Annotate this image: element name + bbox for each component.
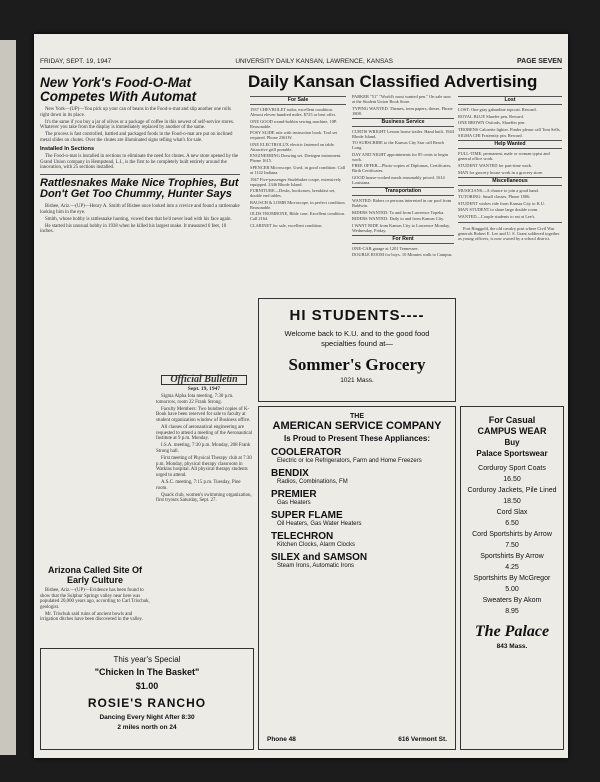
- classified-item: SIGMA CHI Fraternity pin. Reward.: [458, 133, 523, 139]
- story-paragraph: Bisbee, Ariz.—(UP)—Henry A. Smith of Bisbee once looked into a crevice and found a rattlesnake looking him in the eye.: [40, 203, 240, 215]
- classified-item: PARKER "51" "World's most wanted pen." On sale now at the Student Union Book Store.: [352, 94, 452, 104]
- item-price: 7.50: [505, 542, 519, 549]
- appliance-brand: PREMIER: [271, 489, 317, 500]
- classified-item: OLDS TROMBONE, Bible case. Excellent condition. Call 2164.: [250, 211, 346, 222]
- food-o-mat-headline: New York's Food-O-Mat Competes With Automat: [40, 75, 197, 104]
- bulletin-item: Quack club, women's swimming organization, first tryouts Saturday, Sept. 27.: [156, 492, 252, 504]
- classified-item: ONE GOOD round-bobbin sewing machine, 10P. Reasonable.: [250, 118, 337, 129]
- bulletin-item: Sigma Alpha Iota meeting, 7:30 p.m. tomorrow, room 22 Frank Strong.: [156, 394, 234, 405]
- classified-item: GOOD house-cooked meals reasonably priced. 1614 Louisiana.: [352, 174, 445, 185]
- palace-item: [461, 595, 563, 617]
- ad-business-name: AMERICAN SERVICE COMPANY: [272, 420, 442, 432]
- adjacent-page-edge: [0, 40, 16, 755]
- classified-item: STUDENT WANTED for part-time work.: [458, 162, 533, 168]
- item-name: Cord Slax: [496, 509, 528, 516]
- ad-address: 843 Mass.: [496, 643, 528, 650]
- palace-item: [461, 551, 563, 573]
- classified-item: CLARINET for sale, excellent condition.: [250, 222, 323, 228]
- ad-headline: HI STUDENTS----: [289, 307, 425, 324]
- item-price: 18.50: [503, 498, 521, 505]
- classified-item: RIDERS WANTED: To and from Lawrence Topeka.: [352, 209, 445, 215]
- ad-line: Palace Sportswear: [476, 449, 548, 458]
- official-bulletin: [156, 372, 252, 505]
- section-heading: Business Service: [352, 118, 454, 127]
- appliance-brand: SUPER FLAME: [271, 510, 343, 521]
- ad-address: 616 Vermont St.: [398, 736, 447, 743]
- classified-item: 1947 Five-passenger Studebaker coupe, extensively equipped. 2346 Rhode Island.: [250, 176, 342, 187]
- ad-line: This year's Special: [113, 655, 181, 664]
- classified-item: ENGINEERING Drawing set. Dietzgen instrument. Phone 1615.: [250, 153, 342, 164]
- item-name: Corduroy Sport Coats: [478, 465, 546, 472]
- section-heading: Miscellaneous: [458, 177, 562, 186]
- ad-line: Buy: [504, 438, 520, 447]
- story-subhead: Installed In Sections: [40, 145, 95, 152]
- classified-item: DAY AND NIGHT appointments for 85 cents to begin work.: [352, 151, 448, 162]
- appliance-list: [259, 447, 455, 569]
- classified-item: ONE BROWN Oxfords, Shaeffer pen.: [458, 120, 526, 126]
- appliance-desc: Gas Heaters: [277, 500, 311, 506]
- item-name: Corduroy Jackets, Pile Lined: [467, 487, 557, 494]
- appliance-desc: Electric or Ice Refrigerators, Farm and Home Freezers: [277, 458, 422, 464]
- bulletin-date: Sept. 19, 1947: [187, 385, 221, 392]
- arizona-headline: Arizona Called Site Of Early Culture: [47, 565, 143, 585]
- classified-item: MAN STUDENT to share large double room.: [458, 207, 539, 213]
- palace-sportswear-ad: [460, 406, 564, 750]
- palace-item: [461, 463, 563, 485]
- bulletin-item: First meeting of Physical Therapy club at 7:30 p.m. Monday, physical therapy classroom in Watkins hospital. All physical therapy students urged to attend.: [156, 456, 252, 478]
- classified-item: FULL-TIME, permanent, male or woman typist and general office work.: [458, 151, 550, 162]
- item-name: Sweaters By Akom: [482, 597, 542, 604]
- rosies-rancho-ad: [40, 648, 254, 750]
- classified-item: BAUSCH & LOMB Microscope, in perfect condition. Reasonable.: [250, 199, 346, 210]
- classified-item: TO SUBSCRIBE to the Kansas City Star call Beach Long.: [352, 140, 444, 151]
- appliance-brand: TELECHRON: [271, 531, 334, 542]
- bulletin-title: Official Bulletin: [161, 375, 246, 385]
- ad-tagline: Welcome back to K.U. and to the good food specialties found at—: [284, 329, 430, 348]
- section-heading: Lost: [458, 96, 562, 105]
- bulletin-item: I.S.A. meeting, 7:30 p.m. Monday, 208 Frank Strong hall.: [156, 443, 251, 455]
- item-name: Sportshirts By Arrow: [480, 553, 544, 560]
- classified-item: ROYAL BLUE Shaefer pen. Reward.: [458, 113, 524, 119]
- rattlesnake-headline: Rattlesnakes Make Nice Trophies, But Don't Get Too Chummy, Hunter Says: [40, 176, 239, 201]
- palace-item: [461, 573, 563, 595]
- appliance-brand: COOLERATOR: [271, 447, 342, 458]
- sommers-grocery-ad: [258, 298, 456, 402]
- ad-price: $1.00: [135, 681, 159, 691]
- appliance-desc: Radios, Combinations, FM: [277, 479, 348, 485]
- story-paragraph: Mr. Trischuk said ruins of ancient bowls and irrigation ditches have been discovered in the valley.: [40, 611, 143, 623]
- newspaper-page: [34, 34, 568, 758]
- classified-item: FREE OFFER—Photo-copies of Diplomas, Certificates, Birth Certificates.: [352, 163, 452, 174]
- item-price: 8.95: [505, 608, 519, 615]
- classified-item: 1937 CHEVROLET tudor, excellent condition. Almost eleven hundred miles. $725 or best offer.: [250, 107, 336, 117]
- story-paragraph: It's the same if you buy a jar of olives or a package of coffee in this newest of self-service stores. Whatever you take from the display is immediately replaced by another of the same.: [40, 119, 235, 131]
- ad-business-name: Sommer's Grocery: [288, 355, 426, 374]
- ad-line: Dancing Every Night After 8:30: [99, 714, 195, 721]
- ad-line: Is Proud to Present These Appliances:: [284, 434, 430, 443]
- ad-line: "Chicken In The Basket": [94, 667, 200, 677]
- item-price: 6.50: [505, 520, 519, 527]
- divider: [458, 222, 562, 223]
- issue-date: FRIDAY, SEPT. 19, 1947: [40, 58, 112, 65]
- classified-item: ONE-CAR garage at 1201 Tennessee.: [352, 245, 419, 251]
- arizona-story: [40, 564, 150, 625]
- item-price: 4.25: [505, 564, 519, 571]
- section-heading: Help Wanted: [458, 140, 562, 149]
- story-paragraph: Smith, whose hobby is rattlesnake hunting, vowed then that he'd never lead with his face again.: [45, 216, 232, 222]
- story-paragraph: The Food-o-mat is installed in sections to eliminate the need for chutes. A new store opened by the Grand Union company in Hempstead, L.I., is the first to be completely built entirely around the innovation, with 25 sections installed.: [40, 154, 239, 171]
- ad-line: THE: [350, 413, 364, 420]
- ad-line: CAMPUS WEAR: [477, 426, 547, 436]
- story-paragraph: He started his unusual hobby in 1938 when he killed his largest snake. It measured 6 feet, 10 inches.: [40, 223, 227, 235]
- classified-column-3: [458, 94, 562, 399]
- classified-item: LOST: One gray gabardine topcoat. Reward.: [458, 107, 537, 112]
- classified-item: SPENCER Microscope. Used, in good condition. Call at 1142 Indiana.: [250, 164, 346, 175]
- appliance-desc: Steam Irons, Automatic Irons: [277, 563, 355, 569]
- filler-story: Fort Ringgold, the old cavalry post where Civil War generals Robert E. Lee and U. S. Grant soldiered together as young officers, is now owned by a school district.: [458, 225, 560, 241]
- bulletin-item: A.S.C. meeting, 7:15 p.m. Tuesday, Pine room.: [156, 480, 241, 491]
- classified-item: TUTORING: Small classes. Phone 1806.: [458, 194, 531, 200]
- section-heading: For Rent: [352, 235, 454, 244]
- palace-item: [461, 485, 563, 507]
- classified-item: MUSICIANS—A chance to join a good band.: [458, 187, 539, 193]
- classified-item: STUDENT wishes ride from Kansas City to K.U.: [458, 200, 546, 206]
- running-header: [40, 58, 562, 69]
- ad-footer: [267, 736, 447, 743]
- item-price: 5.00: [505, 586, 519, 593]
- classified-item: TYPING WANTED. Themes, term papers, theses. Phone 1808.: [352, 105, 453, 116]
- page-number: PAGE SEVEN: [517, 58, 562, 65]
- classified-item: POSY SLIDE rule with instruction book. Tool set required. Phone 2361W.: [250, 130, 338, 141]
- classified-item: DOUBLE ROOM for boys. 10 Minutes walk to Campus.: [352, 252, 453, 258]
- ad-business-name: ROSIE'S RANCHO: [87, 696, 207, 710]
- divider: [40, 174, 240, 175]
- item-name: Sportshirts By McGregor: [473, 575, 551, 582]
- ad-phone: Phone 48: [267, 736, 296, 743]
- section-heading: For Sale: [250, 96, 346, 105]
- classified-item: RIDERS WANTED: Daily to and from Kansas City.: [352, 216, 445, 222]
- item-price: 16.50: [503, 476, 521, 483]
- classified-item: CURTIS WRIGHT Lesson house trailer. Hand built. 1944 Rhode Island.: [352, 128, 454, 139]
- classified-column-1: [250, 94, 346, 292]
- ad-line: For Casual: [488, 415, 536, 425]
- bulletin-item: All classes of aeronautical engineering are requested to attend a meeting of the Aeronautical Institute at 9 p.m. Monday.: [156, 425, 253, 442]
- appliance-brand: SILEX and SAMSON: [271, 552, 368, 563]
- appliance-desc: Oil Heaters, Gas Water Heaters: [277, 521, 362, 527]
- classified-column-2: [352, 94, 454, 292]
- classified-item: WANTED—Couple students to eat at Lee's.: [458, 213, 536, 219]
- palace-item: [461, 529, 563, 551]
- item-name: Cord Sportshirts by Arrow: [472, 531, 552, 538]
- classified-item: FURNITURE—Desks, bookcases, breakfast set, double end tables.: [250, 188, 336, 199]
- appliance-desc: Kitchen Clocks, Alarm Clocks: [277, 542, 356, 548]
- american-service-ad: [258, 406, 456, 750]
- classified-item: ONE ELECTROLUX electric fastened on table. Attractive grill portable.: [250, 141, 335, 152]
- story-paragraph: The process is fast controlled, battled and packaged foods in the Food-o-mat are put on inclined metal slides on chutes. Over the chutes are illuminated signs telling what's for sale.: [40, 132, 233, 143]
- story-paragraph: New York—(UP)—You pick up your can of beans in the Food-o-mat and slip another one rolls right down in its place.: [40, 107, 231, 118]
- ad-address: 1021 Mass.: [340, 377, 374, 384]
- left-news-column: [40, 74, 240, 236]
- section-heading: Transportation: [352, 187, 454, 196]
- classified-item: WANTED: Riders or persons interested in car pool from Baldwin.: [352, 197, 452, 208]
- paper-name: UNIVERSITY DAILY KANSAN, LAWRENCE, KANSAS: [235, 58, 393, 65]
- classified-item: THOBENS Calorette lighter. Finder please call Tom Sells.: [458, 126, 561, 132]
- classified-item: I WANT RIDE from Kansas City to Lawrence Monday, Wednesday, Friday.: [352, 222, 450, 233]
- ad-line: 2 miles north on 24: [117, 724, 177, 731]
- palace-item: [461, 507, 563, 529]
- bulletin-item: Faculty Members: Two hundred copies of K-Book have been reserved for sale to faculty at student organization window of Business office.: [156, 406, 251, 424]
- classified-header: Daily Kansan Classified Advertising: [248, 72, 538, 91]
- classified-item: MAN for grocery house work in a grocery store.: [458, 169, 544, 175]
- story-paragraph: Bisbee, Ariz.—(UP)—Evidence has been found to show that the Sulphur Springs valley near here was populated 20,000 years ago, according to Carl Trischuk, geologist.: [40, 588, 150, 610]
- ad-business-name: The Palace: [474, 623, 550, 640]
- appliance-brand: BENDIX: [271, 468, 309, 479]
